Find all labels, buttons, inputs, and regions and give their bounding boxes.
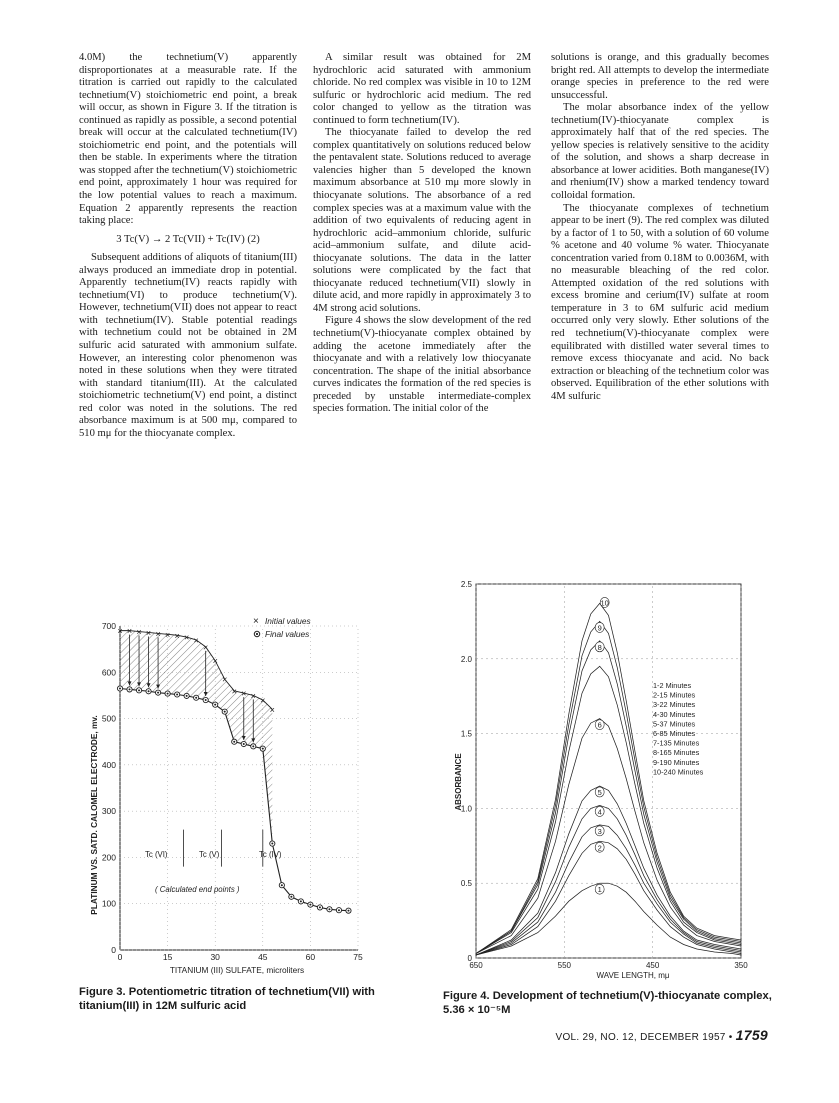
final-point-center [148, 690, 150, 692]
final-point-center [271, 843, 273, 845]
curve-label-9: 9 [597, 623, 602, 633]
initial-point: × [241, 688, 247, 699]
final-point-center [328, 908, 330, 910]
legend-final-label: Final values [265, 629, 310, 639]
annotation-tc5: Tc (V) [199, 850, 220, 859]
legend-entry: 5-37 Minutes [653, 719, 696, 729]
x-axis-label: TITANIUM (III) SULFATE, microliters [169, 965, 305, 975]
annotation-calculated-end-points: ( Calculated end points ) [155, 885, 240, 894]
initial-point: × [126, 626, 133, 637]
text-column-3 [551, 52, 769, 403]
curve-label-2: 2 [597, 843, 602, 853]
legend-entry: 9-190 Minutes [653, 757, 700, 767]
x-tick-label: 60 [305, 952, 316, 962]
x-tick-label: 15 [162, 952, 173, 962]
initial-point: × [136, 627, 142, 638]
legend-entry: 1-2 Minutes [653, 681, 692, 690]
final-point-center [195, 697, 197, 699]
final-point-center [290, 896, 292, 898]
initial-point: × [117, 626, 123, 637]
legend-entry: 6-85 Minutes [653, 729, 696, 738]
y-tick-label: 0 [111, 945, 116, 955]
final-point-center [205, 699, 207, 701]
legend-entry: 4-30 Minutes [653, 709, 696, 719]
y-tick-label: 600 [101, 667, 116, 678]
text-column-2 [313, 52, 531, 416]
final-point-center [176, 694, 178, 696]
curve-label-4: 4 [597, 807, 602, 817]
y-axis-label: PLATINUM VS. SATD. CALOMEL ELECTRODE, mv. [89, 715, 99, 915]
final-point-center [138, 689, 140, 691]
initial-point: × [269, 704, 275, 715]
final-point-center [129, 688, 131, 690]
curve-label-5: 5 [597, 787, 602, 797]
x-tick-label: 75 [353, 952, 363, 962]
x-axis-label: WAVE LENGTH, mμ [596, 971, 670, 980]
initial-point: × [222, 674, 228, 685]
initial-point: × [260, 695, 266, 706]
final-point-center [119, 687, 121, 689]
final-point-center [252, 745, 254, 747]
y-tick-label: 100 [101, 898, 116, 909]
legend-entry: 7-135 Minutes [653, 738, 700, 748]
y-tick-label: 1.5 [460, 729, 472, 739]
y-tick-label: 400 [101, 759, 116, 770]
x-tick-label: 0 [117, 952, 123, 962]
initial-point: × [145, 627, 152, 638]
final-point-center [319, 906, 321, 908]
final-point-center [186, 695, 188, 697]
y-tick-label: 500 [101, 713, 116, 724]
text-column-1 [79, 52, 297, 440]
final-point-center [262, 748, 264, 750]
y-tick-label: 200 [101, 852, 116, 863]
final-point-center [243, 743, 245, 745]
x-tick-label: 450 [645, 961, 660, 970]
curve-label-8: 8 [597, 642, 602, 652]
paragraph: solutions is orange, and this gradually becomes bright red. All attempts to develop the intermediate orange species in preference to the red were unsuccessful. [551, 52, 769, 101]
annotation-tc4: Tc (IV) [259, 850, 282, 859]
figure-4-chart [443, 570, 768, 988]
initial-point: × [203, 642, 209, 653]
curve-label-6: 6 [597, 720, 602, 730]
paragraph: Subsequent additions of aliquots of titanium(III) always produced an immediate drop in potential. Apparently technetium(IV) reacts rapidly with technetium(VI) to produce technetium(V). However, technetium(VII) does not appear to react with technetium(IV). Stable potential readings with technetium could not be obtained in 2M sulfuric acid saturated with ammonium sulfate. However, an interesting color phenomenon was noted in these solutions when they were titrated with standard titanium(III). At the calculated stoichiometric technetium(V) end point, a distinct red color was noted in the solutions. The red absorbance maximum is at 500 mμ, compared to 510 mμ for the thiocyanate complex. [79, 252, 297, 439]
paragraph: A similar result was obtained for 2M hydrochloric acid saturated with ammonium chloride. No red complex was visible in 10 to 12M sulfuric or hydrochloric acid medium. The red color changed to yellow as the titration was continued to form technetium(IV). [313, 52, 531, 126]
x-tick-label: 350 [734, 961, 748, 970]
y-tick-label: 300 [101, 806, 116, 817]
initial-point: × [193, 635, 199, 646]
initial-point: × [250, 690, 256, 701]
initial-point: × [212, 656, 218, 667]
equation-2: 3 Tc(V) → 2 Tc(VII) + Tc(IV) (2) [116, 233, 260, 245]
page-footer [523, 1027, 768, 1043]
initial-point: × [231, 686, 237, 697]
final-point-center [347, 910, 349, 912]
curve-label-10: 10 [600, 598, 609, 608]
y-axis-label: ABSORBANCE [454, 753, 463, 811]
legend-entry: 2-15 Minutes [653, 690, 696, 700]
legend-entry: 3-22 Minutes [653, 700, 696, 710]
figure-3-chart [75, 592, 365, 984]
x-tick-label: 30 [210, 952, 220, 962]
figure-3-caption: Figure 3. Potentiometric titration of technetium(VII) with titanium(III) in 12M sulfuric acid [79, 986, 375, 1012]
initial-point: × [174, 630, 180, 641]
final-point-center [281, 884, 283, 886]
paragraph: 4.0M) the technetium(V) apparently disproportionates at a measurable rate. If the titration is carried out rapidly to the calculated technetium(V) stoichiometric end point, a break will occur, as shown in Figure 3. If the titration is continued as rapidly as possible, a second potential break will occur at the calculated technetium(IV) stoichiometric end point, and the potentials will then be stable. In experiments where the titration was stopped after the technetium(V) stoichiometric end point, approximately 1 hour was required for the low potential values to reach a maximum. Equation 2 apparently represents the reaction taking place: [79, 52, 297, 227]
y-tick-label: 1.0 [460, 804, 472, 814]
y-tick-label: 700 [101, 621, 116, 631]
figure-4-caption: Figure 4. Development of technetium(V)-thiocyanate complex, 5.36 × 10⁻⁵M [443, 990, 772, 1016]
final-point-center [300, 900, 302, 902]
legend-entry: 8-165 Minutes [653, 748, 700, 758]
legend-initial-label: Initial values [265, 616, 311, 626]
legend-initial-marker: × [253, 616, 259, 627]
paragraph: The thiocyanate complexes of technetium appear to be inert (9). The red complex was diluted by a factor of 1 to 50, with a solution of 60 volume % acetone and 40 volume % water. Thiocyanate concentration varied from 0.18M to 0.0036M, with no measurable bleaching of the red color. Attempted oxidation of the red solutions with excess bromine and cerium(IV) sulfate at room temperature in 3 to 6M sulfuric acid medium occurred only very slowly. Ether solutions of the red technetium(V)-thiocyanate complex were equilibrated with distilled water several times to remove excess thiocyanate and acid. No back extraction or bleaching of the technetium color was observed. Equilibration of the ether solutions with 4M sulfuric [551, 202, 769, 402]
curve-label-1: 1 [597, 885, 602, 895]
initial-point: × [164, 629, 171, 640]
y-tick-label: 2.0 [460, 654, 472, 664]
initial-point: × [184, 632, 190, 643]
paragraph: The molar absorbance index of the yellow technetium(IV)-thiocyanate complex is approximately half that of the red species. The yellow species is relatively sensitive to the acidity of the solution, and shows a sharp decrease in absorbance at lower acidities. Both manganese(IV) and rhenium(IV) show a marked tendency toward colloidal formation. [551, 102, 769, 202]
final-point-center [309, 904, 311, 906]
initial-point: × [155, 628, 161, 639]
journal-issue: VOL. 29, NO. 12, DECEMBER 1957 • [555, 1032, 733, 1043]
x-tick-label: 45 [258, 952, 268, 962]
page-number: 1759 [735, 1027, 768, 1043]
x-tick-label: 550 [557, 961, 572, 970]
y-tick-label: 2.5 [460, 580, 472, 589]
final-point-center [214, 704, 216, 706]
paragraph: Figure 4 shows the slow development of the red technetium(V)-thiocyanate complex obtained by adding the acetone immediately after the thiocyanate and with a relatively low thiocyanate concentration. The shape of the initial absorbance curves indicates the formation of the red species is preceded by unstable intermediate-complex species formation. The initial color of the [313, 315, 531, 415]
curve-label-3: 3 [597, 826, 602, 836]
y-tick-label: 0 [467, 954, 472, 963]
y-tick-label: 0.5 [460, 879, 472, 889]
x-tick-label: 650 [469, 961, 483, 970]
final-point-center [167, 693, 169, 695]
legend-entry: 10-240 Minutes [653, 767, 704, 777]
final-point-center [338, 909, 340, 911]
final-point-center [157, 692, 159, 694]
paragraph: The thiocyanate failed to develop the red complex quantitatively on solutions reduced below the pentavalent state. Solutions reduced to average valencies higher than 5 developed the known maximum absorbance at 510 mμ more slowly in thiocyanate solutions. The absorbance of a red complex species was at a maximum value with the addition of two equivalents of reducing agent in hydrochloric acid–ammonium chloride, sulfuric acid–ammonium sulfate, and dilute acid-thiocyanate solutions. The data in the latter solutions were complicated by the fact that thiocyanate reduced technetium(VII) slowly in dilute acid, and more rapidly in approximately 3 to 4M strong acid solutions. [313, 127, 531, 314]
annotation-tc6: Tc (VI) [145, 850, 168, 859]
final-point-center [233, 741, 235, 743]
final-point-center [224, 711, 226, 713]
